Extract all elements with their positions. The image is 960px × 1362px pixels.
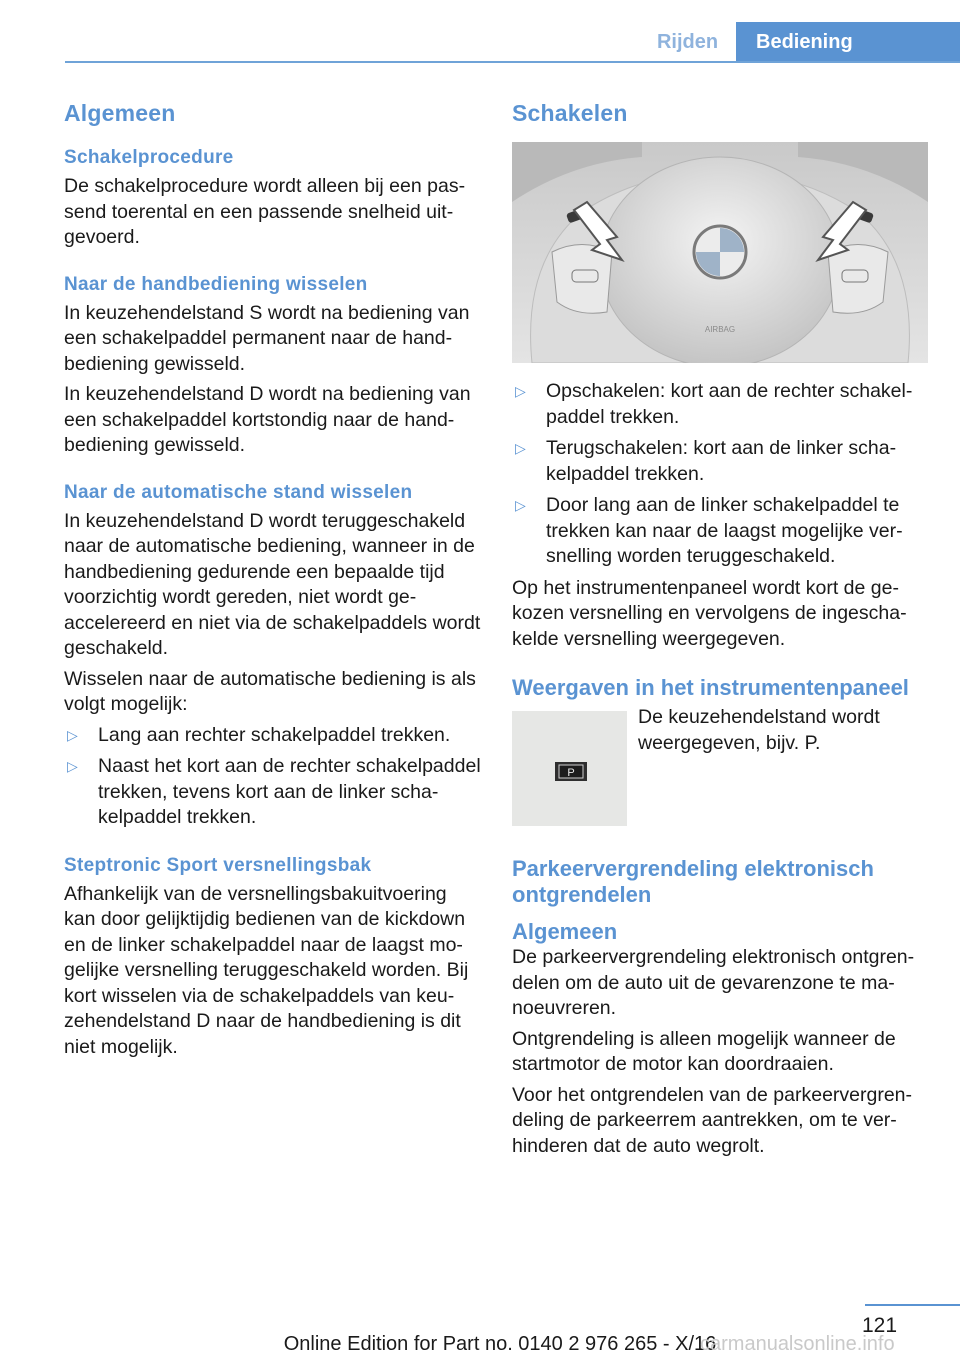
triangle-bullet-icon: ▷: [67, 726, 78, 743]
paragraph: In keuzehendelstand D wordt teruggeschakeld naar de automatische bediening, wanneer in de handbediening gedurende een bepaalde tijd voorzichtig wordt gereden, niet wordt geaccelereerd en niet via de schakelpaddels wordt geschakeld.: [64, 509, 481, 659]
list-item: ▷ Naast het kort aan de rechter schakelpaddel trekken, tevens kort aan de linker schakelpaddel trekken.: [67, 755, 481, 828]
header-rule: [65, 61, 960, 63]
section-title-algemeen: Algemeen: [64, 100, 176, 126]
triangle-bullet-icon: ▷: [67, 758, 78, 774]
page-number: 121: [862, 1314, 898, 1337]
instrument-display-image: [512, 711, 627, 826]
paragraph: Op het instrumentenpaneel wordt kort de gekozen versnelling en vervolgens de ingeschakelde versnelling weergegeven.: [512, 576, 907, 650]
paragraph: In keuzehendelstand S wordt na bediening van een schakelpaddel permanent naar de handbediening gewisseld.: [64, 301, 470, 375]
steering-wheel-image: [512, 142, 928, 363]
heading-weergaven: Weergaven in het instrumentenpaneel: [512, 675, 909, 700]
list-item: ▷ Lang aan rechter schakelpaddel trekken.: [64, 723, 482, 749]
right-column: [512, 98, 932, 1164]
paragraph: Afhankelijk van de versnellingsbakuitvoering kan door gelijktijdig bedienen van de kickdown en de linker schakelpaddel naar de laagst mogelijke versnelling teruggeschakeld worden. Bij kort wisselen via de schakelpaddels van keuzehendelstand D naar de handbediening is dit niet mogelijk.: [64, 882, 469, 1058]
footer-rule: [865, 1304, 960, 1306]
triangle-bullet-icon: ▷: [515, 383, 526, 399]
tab-rijden[interactable]: Rijden: [656, 30, 719, 53]
heading-parkeervergrendeling: Parkeervergrendeling elektronisch ontgrendelen: [512, 856, 874, 907]
tab-bediening[interactable]: Bediening: [736, 22, 960, 62]
paragraph: De schakelprocedure wordt alleen bij een passend toerental en een passende snelheid uitgevoerd.: [64, 175, 466, 248]
paragraph: De parkeervergrendeling elektronisch ontgrendelen om de auto uit de gevarenzone te manoeuvreren.: [512, 946, 915, 1019]
left-column: [64, 98, 482, 1065]
watermark: carmanualsonline.info: [700, 1333, 895, 1355]
list-item: ▷ Door lang aan de linker schakelpaddel te trekken kan naar de laagst mogelijke versnelling worden teruggeschakeld.: [515, 494, 903, 567]
bullet-list: [64, 723, 482, 831]
heading-schakelprocedure: Schakelprocedure: [64, 147, 234, 168]
heading-steptronic: Steptronic Sport versnellingsbak: [64, 854, 372, 876]
heading-handbediening: Naar de handbediening wisselen: [64, 273, 368, 295]
display-example: [512, 706, 932, 826]
paragraph: Wisselen naar de automatische bediening is als volgt mogelijk:: [64, 667, 476, 715]
paragraph: In keuzehendelstand D wordt na bediening van een schakelpaddel kortstondig naar de handbediening gewisseld.: [64, 383, 471, 456]
display-text: De keuzehendelstand wordt weergegeven, bijv. P.: [638, 706, 880, 754]
svg-text:AIRBAG: AIRBAG: [704, 325, 736, 334]
triangle-bullet-icon: ▷: [515, 440, 526, 456]
heading-algemeen: Algemeen: [512, 919, 618, 944]
bullet-list: [512, 379, 932, 570]
edition-text: Online Edition for Part no. 0140 2 976 265 - X/16: [283, 1333, 717, 1355]
heading-automatische-stand: Naar de automatische stand wisselen: [64, 481, 413, 503]
list-item: ▷ Terugschakelen: kort aan de linker schakelpaddel trekken.: [515, 437, 897, 485]
list-item: ▷ Opschakelen: kort aan de rechter schakelpaddel trekken.: [515, 380, 913, 428]
section-title-schakelen: Schakelen: [512, 100, 628, 126]
paragraph: Ontgrendeling is alleen mogelijk wanneer de startmotor de motor kan doordraaien.: [512, 1027, 896, 1075]
paragraph: Voor het ontgrendelen van de parkeervergrendeling de parkeerrem aantrekken, om te verhinderen dat de auto wegrolt.: [512, 1083, 913, 1157]
svg-text:P: P: [567, 767, 575, 779]
triangle-bullet-icon: ▷: [515, 497, 526, 513]
